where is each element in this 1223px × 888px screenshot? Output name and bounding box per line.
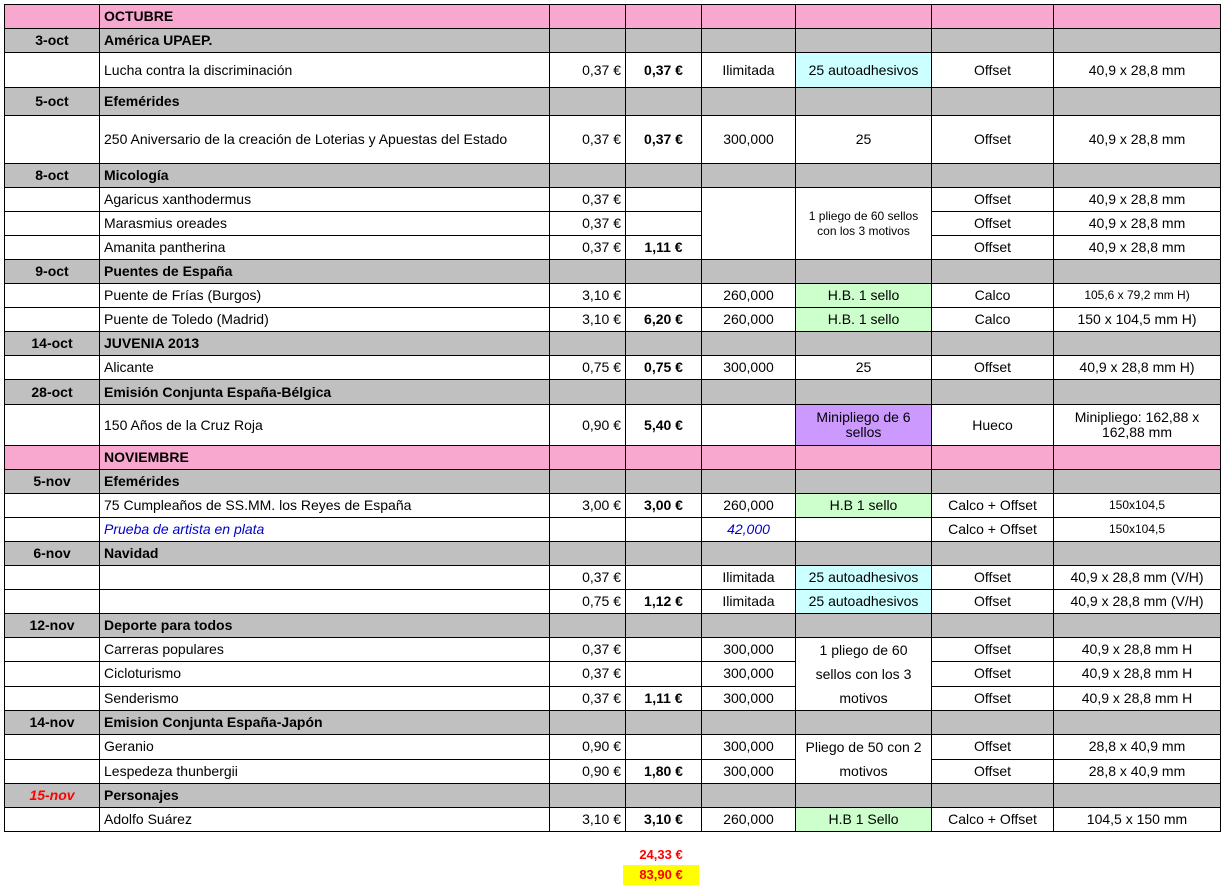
- series-total: 0,37 €: [626, 116, 702, 164]
- section-row-octubre: [5, 5, 1221, 29]
- group-row: [5, 164, 1221, 188]
- format: H.B. 1 sello: [796, 308, 932, 332]
- series-total: 6,20 €: [626, 308, 702, 332]
- group-date: 15-nov: [5, 784, 100, 808]
- format: 25: [796, 116, 932, 164]
- dimensions: 28,8 x 40,9 mm: [1054, 759, 1221, 784]
- group-row: [5, 380, 1221, 405]
- group-title: Navidad: [100, 542, 550, 566]
- print-run: Ilimitada: [702, 566, 796, 590]
- print-run: Ilimitada: [702, 53, 796, 88]
- group-row: [5, 29, 1221, 53]
- stamp-description: Carreras populares: [100, 638, 550, 662]
- print-run: Ilimitada: [702, 590, 796, 614]
- group-date: 6-nov: [5, 542, 100, 566]
- group-title: América UPAEP.: [100, 29, 550, 53]
- table-row: [5, 686, 1221, 710]
- table-row: [5, 808, 1221, 832]
- group-date: 5-oct: [5, 88, 100, 116]
- unit-price: 0,37 €: [550, 53, 626, 88]
- dimensions: 40,9 x 28,8 mm: [1054, 116, 1221, 164]
- table-row: [5, 518, 1221, 542]
- group-date: 14-nov: [5, 711, 100, 735]
- stamp-description: 75 Cumpleaños de SS.MM. los Reyes de España: [100, 494, 550, 518]
- print-run: 300,000: [702, 759, 796, 784]
- stamp-description: Lucha contra la discriminación: [100, 53, 550, 88]
- print-run: 300,000: [702, 356, 796, 380]
- table-row: [5, 662, 1221, 686]
- stamp-description: Cicloturismo: [100, 662, 550, 686]
- grand-total-value: 83,90 €: [623, 865, 699, 885]
- print-run: 300,000: [702, 686, 796, 710]
- print-method: Offset: [932, 759, 1054, 784]
- series-total: 3,10 €: [626, 808, 702, 832]
- print-method: Offset: [932, 116, 1054, 164]
- table-row: [5, 236, 1221, 260]
- series-total: [626, 662, 702, 686]
- group-date: 9-oct: [5, 260, 100, 284]
- dimensions: 150x104,5: [1054, 518, 1221, 542]
- group-title: Deporte para todos: [100, 614, 550, 638]
- stamp-description: Senderismo: [100, 686, 550, 710]
- print-method: Offset: [932, 638, 1054, 662]
- dimensions: 40,9 x 28,8 mm H: [1054, 638, 1221, 662]
- section-title: OCTUBRE: [100, 5, 550, 29]
- group-row: [5, 784, 1221, 808]
- series-total: 5,40 €: [626, 405, 702, 446]
- table-row: [5, 284, 1221, 308]
- stamp-description: Lespedeza thunbergii: [100, 759, 550, 784]
- group-title: Efemérides: [100, 470, 550, 494]
- group-title: Micología: [100, 164, 550, 188]
- group-row: [5, 470, 1221, 494]
- stamp-emission-table: [4, 4, 1221, 832]
- series-total: 3,00 €: [626, 494, 702, 518]
- stamp-description: Marasmius oreades: [100, 212, 550, 236]
- format: 25 autoadhesivos: [796, 53, 932, 88]
- stamp-description: 150 Años de la Cruz Roja: [100, 405, 550, 446]
- table-row: [5, 566, 1221, 590]
- unit-price: 3,00 €: [550, 494, 626, 518]
- print-method: Calco + Offset: [932, 518, 1054, 542]
- unit-price: 0,75 €: [550, 590, 626, 614]
- unit-price: 0,37 €: [550, 662, 626, 686]
- unit-price: 0,37 €: [550, 686, 626, 710]
- stamp-description: Adolfo Suárez: [100, 808, 550, 832]
- table-row: [5, 308, 1221, 332]
- series-total: 1,11 €: [626, 686, 702, 710]
- dimensions: 150 x 104,5 mm H): [1054, 308, 1221, 332]
- table-row: [5, 494, 1221, 518]
- format: H.B 1 sello: [796, 494, 932, 518]
- print-run: 260,000: [702, 808, 796, 832]
- format: 1 pliego de 60 sellos con los 3 motivos: [796, 188, 932, 260]
- section-title: NOVIEMBRE: [100, 446, 550, 470]
- group-title: Puentes de España: [100, 260, 550, 284]
- unit-price: 0,37 €: [550, 116, 626, 164]
- stamp-description: [100, 566, 550, 590]
- print-method: Calco + Offset: [932, 808, 1054, 832]
- dimensions: 28,8 x 40,9 mm: [1054, 735, 1221, 760]
- unit-price: 0,37 €: [550, 236, 626, 260]
- group-row: [5, 88, 1221, 116]
- group-date: 28-oct: [5, 380, 100, 405]
- table-row: [5, 590, 1221, 614]
- series-total: [626, 212, 702, 236]
- print-method: Offset: [932, 356, 1054, 380]
- dimensions: 40,9 x 28,8 mm: [1054, 236, 1221, 260]
- unit-price: 0,37 €: [550, 188, 626, 212]
- dimensions: 40,9 x 28,8 mm H): [1054, 356, 1221, 380]
- group-row: [5, 332, 1221, 356]
- print-method: Offset: [932, 236, 1054, 260]
- table-row: [5, 735, 1221, 760]
- table-row: [5, 116, 1221, 164]
- print-method: Offset: [932, 590, 1054, 614]
- format: Pliego de 50 con 2 motivos: [796, 735, 932, 784]
- group-title: Personajes: [100, 784, 550, 808]
- print-run: 300,000: [702, 116, 796, 164]
- stamp-description: Geranio: [100, 735, 550, 760]
- group-date: 12-nov: [5, 614, 100, 638]
- stamp-description: Agaricus xanthodermus: [100, 188, 550, 212]
- stamp-description: [100, 590, 550, 614]
- print-method: Calco: [932, 284, 1054, 308]
- unit-price: 3,10 €: [550, 308, 626, 332]
- dimensions: 150x104,5: [1054, 494, 1221, 518]
- series-total: [626, 284, 702, 308]
- format: H.B. 1 sello: [796, 284, 932, 308]
- dimensions: 40,9 x 28,8 mm: [1054, 212, 1221, 236]
- group-date: 8-oct: [5, 164, 100, 188]
- dimensions: 40,9 x 28,8 mm H: [1054, 662, 1221, 686]
- series-total: [626, 518, 702, 542]
- stamp-description: Puente de Frías (Burgos): [100, 284, 550, 308]
- print-run: 42,000: [702, 518, 796, 542]
- series-total: [626, 638, 702, 662]
- series-total: [626, 735, 702, 760]
- series-total: [626, 566, 702, 590]
- print-method: Calco + Offset: [932, 494, 1054, 518]
- unit-price: 3,10 €: [550, 808, 626, 832]
- format: 1 pliego de 60 sellos con los 3 motivos: [796, 638, 932, 711]
- group-title: Efemérides: [100, 88, 550, 116]
- stamp-description: Amanita pantherina: [100, 236, 550, 260]
- stamp-description: Puente de Toledo (Madrid): [100, 308, 550, 332]
- print-run: 300,000: [702, 662, 796, 686]
- series-total: 0,75 €: [626, 356, 702, 380]
- table-row: [5, 638, 1221, 662]
- group-row: [5, 614, 1221, 638]
- totals-block: [623, 845, 699, 885]
- dimensions: 40,9 x 28,8 mm (V/H): [1054, 566, 1221, 590]
- group-row: [5, 711, 1221, 735]
- unit-price: 0,37 €: [550, 638, 626, 662]
- dimensions: 40,9 x 28,8 mm H: [1054, 686, 1221, 710]
- dimensions: Minipliego: 162,88 x 162,88 mm: [1054, 405, 1221, 446]
- group-date: 5-nov: [5, 470, 100, 494]
- print-run: [702, 188, 796, 260]
- unit-price: 0,75 €: [550, 356, 626, 380]
- unit-price: 0,37 €: [550, 212, 626, 236]
- unit-price: 0,90 €: [550, 759, 626, 784]
- print-method: Offset: [932, 735, 1054, 760]
- series-total: 0,37 €: [626, 53, 702, 88]
- print-run: 260,000: [702, 284, 796, 308]
- table-row: [5, 188, 1221, 212]
- subtotal-value: 24,33 €: [639, 847, 683, 862]
- print-run: 300,000: [702, 638, 796, 662]
- print-method: Offset: [932, 212, 1054, 236]
- print-run: 260,000: [702, 494, 796, 518]
- stamp-description: Alicante: [100, 356, 550, 380]
- table-row: [5, 53, 1221, 88]
- group-title: JUVENIA 2013: [100, 332, 550, 356]
- series-total: 1,11 €: [626, 236, 702, 260]
- format: 25 autoadhesivos: [796, 566, 932, 590]
- series-total: 1,80 €: [626, 759, 702, 784]
- print-method: Offset: [932, 686, 1054, 710]
- format: [796, 518, 932, 542]
- unit-price: 0,90 €: [550, 405, 626, 446]
- print-method: Calco: [932, 308, 1054, 332]
- unit-price: 0,37 €: [550, 566, 626, 590]
- stamp-description: Prueba de artista en plata: [100, 518, 550, 542]
- print-run: 260,000: [702, 308, 796, 332]
- group-row: [5, 542, 1221, 566]
- format: Minipliego de 6 sellos: [796, 405, 932, 446]
- group-title: Emision Conjunta España-Japón: [100, 711, 550, 735]
- unit-price: 0,90 €: [550, 735, 626, 760]
- dimensions: 40,9 x 28,8 mm: [1054, 188, 1221, 212]
- group-title: Emisión Conjunta España-Bélgica: [100, 380, 550, 405]
- format: H.B 1 Sello: [796, 808, 932, 832]
- unit-price: 3,10 €: [550, 284, 626, 308]
- series-total: [626, 188, 702, 212]
- group-row: [5, 260, 1221, 284]
- dimensions: 40,9 x 28,8 mm: [1054, 53, 1221, 88]
- series-total: 1,12 €: [626, 590, 702, 614]
- section-row-noviembre: [5, 446, 1221, 470]
- print-method: Offset: [932, 53, 1054, 88]
- print-method: Offset: [932, 188, 1054, 212]
- print-run: [702, 405, 796, 446]
- table-row: [5, 212, 1221, 236]
- format: 25: [796, 356, 932, 380]
- stamp-description: 250 Aniversario de la creación de Loterias y Apuestas del Estado: [100, 116, 550, 164]
- table-row: [5, 405, 1221, 446]
- print-method: Offset: [932, 662, 1054, 686]
- unit-price: [550, 518, 626, 542]
- print-method: Offset: [932, 566, 1054, 590]
- table-row: [5, 356, 1221, 380]
- dimensions: 104,5 x 150 mm: [1054, 808, 1221, 832]
- dimensions: 105,6 x 79,2 mm H): [1054, 284, 1221, 308]
- format: 25 autoadhesivos: [796, 590, 932, 614]
- group-date: 3-oct: [5, 29, 100, 53]
- print-run: 300,000: [702, 735, 796, 760]
- print-method: Hueco: [932, 405, 1054, 446]
- table-row: [5, 759, 1221, 784]
- group-date: 14-oct: [5, 332, 100, 356]
- dimensions: 40,9 x 28,8 mm (V/H): [1054, 590, 1221, 614]
